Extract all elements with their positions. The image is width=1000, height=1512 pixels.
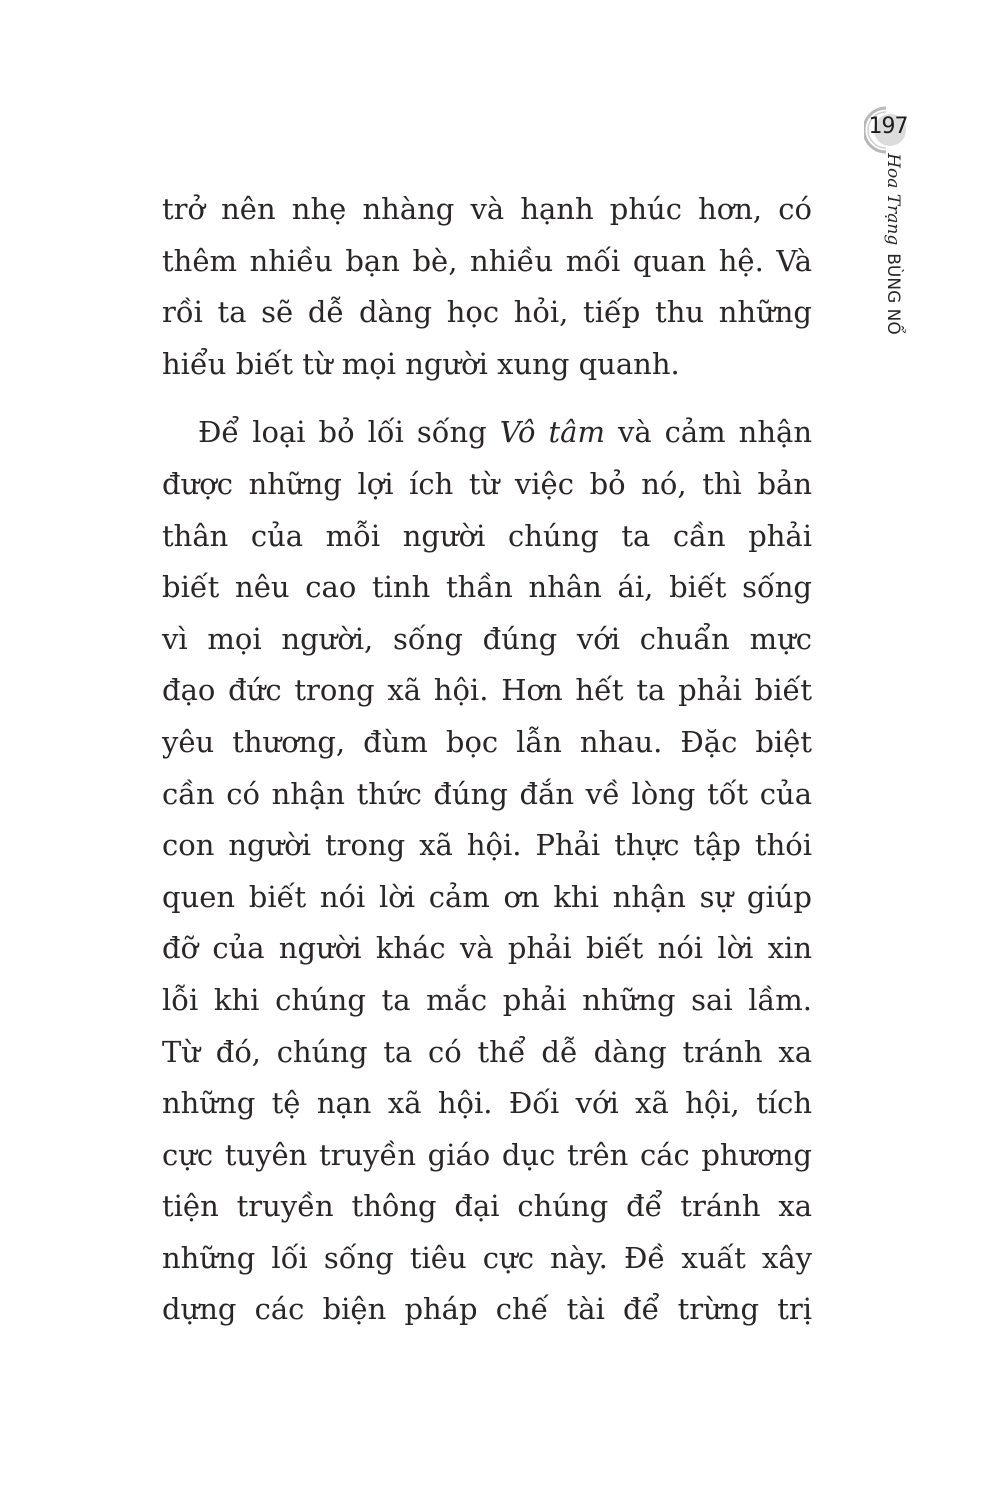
text-segment: Để loại bỏ lối sống <box>198 415 500 450</box>
text-line: được những lợi ích từ việc bỏ nó, thì bản <box>162 466 812 501</box>
text-line: con người trong xã hội. Phải thực tập thói <box>162 828 812 863</box>
paragraph-1 <box>162 184 812 390</box>
text-line: lỗi khi chúng ta mắc phải những sai lầm. <box>162 982 812 1017</box>
text-line-first <box>162 407 812 459</box>
text-line: hiểu biết từ mọi người xung quanh. <box>162 346 680 381</box>
text-line: Từ đó, chúng ta có thể dễ dàng tránh xa <box>162 1034 812 1069</box>
text-line: những lối sống tiêu cực này. Đề xuất xây <box>162 1240 812 1275</box>
text-line: dựng các biện pháp chế tài để trừng trị <box>162 1292 812 1327</box>
italic-term: Vô tâm <box>499 415 605 450</box>
text-line: cực tuyên truyền giáo dục trên các phương <box>162 1137 812 1172</box>
paragraph-gap <box>162 390 812 407</box>
text-line: đạo đức trong xã hội. Hơn hết ta phải biết <box>162 673 812 708</box>
text-line: những tệ nạn xã hội. Đối với xã hội, tích <box>162 1086 812 1121</box>
text-line: thân của mỗi người chúng ta cần phải <box>162 518 812 553</box>
text-segment: và cảm nhận <box>604 415 812 450</box>
text-line: đỡ của người khác và phải biết nói lời xin <box>162 931 812 966</box>
running-title <box>883 153 903 335</box>
text-line: tiện truyền thông đại chúng để tránh xa <box>162 1189 812 1224</box>
text-line: vì mọi người, sống đúng với chuẩn mực <box>162 621 812 656</box>
body-text <box>162 184 812 1336</box>
paragraph-2 <box>162 407 812 1336</box>
text-line: biết nêu cao tinh thần nhân ái, biết sống <box>162 570 812 605</box>
text-line: thêm nhiều bạn bè, nhiều mối quan hệ. Và <box>162 243 812 278</box>
text-line: cần có nhận thức đúng đắn về lòng tốt của <box>162 776 812 811</box>
text-line: trở nên nhẹ nhàng và hạnh phúc hơn, có <box>162 192 812 226</box>
running-title-caps: BÙNG NỔ <box>883 253 903 335</box>
running-title-script: Hoa Trạng <box>883 153 903 246</box>
text-line: quen biết nói lời cảm ơn khi nhận sự giúp <box>162 879 812 914</box>
page-number: 197 <box>868 114 908 139</box>
text-line: rồi ta sẽ dễ dàng học hỏi, tiếp thu những <box>162 295 812 330</box>
text-line: yêu thương, đùm bọc lẫn nhau. Đặc biệt <box>162 724 812 759</box>
